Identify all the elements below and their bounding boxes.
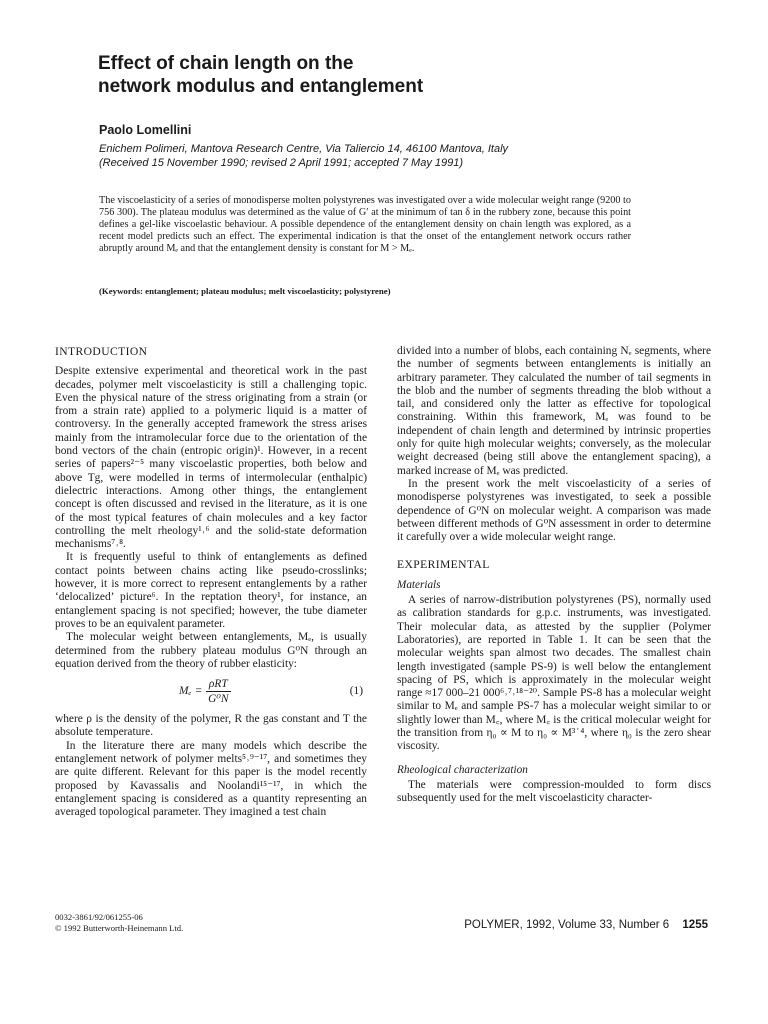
- right-column: [397, 345, 711, 806]
- equation-numerator: ρRT: [206, 678, 231, 692]
- journal-citation: POLYMER, 1992, Volume 33, Number 6: [464, 919, 670, 931]
- paragraph: where ρ is the density of the polymer, R the gas constant and T the absolute temperature.: [55, 713, 367, 739]
- left-column: [55, 345, 367, 820]
- section-spacer: [397, 754, 711, 764]
- equation-fraction: [206, 678, 231, 707]
- author-name: Paolo Lomellini: [99, 123, 192, 137]
- paragraph: The materials were compression-moulded to form discs subsequently used for the melt viscoelasticity character-: [397, 778, 711, 805]
- section-heading-experimental: EXPERIMENTAL: [397, 558, 490, 572]
- issn-code: 0032-3861/92/061255-06: [55, 912, 143, 922]
- title-line-2: network modulus and entanglement: [98, 76, 424, 97]
- footer-right: [464, 919, 708, 931]
- abstract: The viscoelasticity of a series of monodisperse molten polystyrenes was investigated over a wide molecular weight range (9200 to 756 300). The plateau modulus was determined as the value of G′ at the minimum of tan δ in the rubbery zone, because this point defines a gel-like viscoelastic behaviour. A possible dependence of the entanglement density on chain length was explored, as a recent model predicts such an effect. The experimental indication is that the onset of the entanglement network occurs rather abruptly around Mₑ and that the entanglement density is constant for M > Mₑ.: [99, 195, 631, 255]
- subsection-heading-materials: Materials: [397, 578, 441, 591]
- keywords: (Keywords: entanglement; plateau modulus; melt viscoelasticity; polystyrene): [99, 286, 391, 296]
- paragraph: The molecular weight between entanglements, Mₑ, is usually determined from the rubbery plateau modulus G⁰N through an equation derived from the theory of rubber elasticity:: [55, 631, 367, 670]
- equation-number: (1): [349, 685, 363, 698]
- paragraph: A series of narrow-distribution polystyrenes (PS), normally used as calibration standards for g.p.c. instruments, was investigated. Their molecular data, as attested by the supplier (Polymer Laboratories), are reported in Table 1. It can be seen that the molecular weights span almost two decades. The smallest chain length investigated (sample PS-9) is well below the entanglement spacing of PS, which is approximately in the molecular weight range ≈17 000–21 000⁶˒⁷˒¹⁸⁻²⁰. Sample PS-8 has a molecular weight similar to Mₑ and sample PS-7 has a molecular weight similar to or slightly lower than M꜀, where M꜀ is the critical molecular weight for the transition from η₀ ∝ M to η₀ ∝ M³˙⁴, where η₀ is the zero shear viscosity.: [397, 594, 711, 753]
- footer-left: [55, 912, 183, 934]
- paper-title: [98, 52, 618, 98]
- equation-denominator: G⁰N: [208, 692, 229, 705]
- title-line-1: Effect of chain length on the: [98, 53, 354, 74]
- subsection-heading-rheological: Rheological characterization: [397, 763, 528, 776]
- section-heading-introduction: INTRODUCTION: [55, 345, 148, 358]
- equation-equals: =: [195, 685, 202, 698]
- page-number: 1255: [682, 919, 708, 931]
- received-dates: (Received 15 November 1990; revised 2 April 1991; accepted 7 May 1991): [99, 156, 464, 169]
- paragraph: In the literature there are many models which describe the entanglement network of polymer melts⁵˒⁹⁻¹⁷, and sometimes they are quite different. Relevant for this paper is the model recently proposed by Kavassalis and Noolandi¹⁵⁻¹⁷, in which the entanglement spacing is considered as a quantity representing an averaged topological parameter. They imagined a test chain: [55, 739, 367, 819]
- copyright: © 1992 Butterworth-Heinemann Ltd.: [55, 923, 184, 933]
- equation-1: [55, 673, 367, 711]
- section-spacer: [397, 544, 711, 558]
- affiliation-block: [99, 143, 659, 170]
- equation-lhs: Mₑ: [179, 685, 192, 698]
- paragraph: Despite extensive experimental and theoretical work in the past decades, polymer melt viscoelasticity is still a challenging topic. Even the physical nature of the stress originating from a strain (or from a strain rate) applied to a polymeric liquid is a matter of controversy. In the generally accepted framework the stress arises mainly from the intramolecular force due to the orientation of the bond vectors of the chain (entropic origin)¹. However, in a recent series of papers²⁻⁵ many viscoelastic properties, both below and above Tg, were modelled in terms of intermolecular (enthalpic) dielectric interactions. Among other things, the entanglement concept is often discussed and revised in the literature, as it is one of the most typical features of chain molecules and a key factor controlling the melt rheology¹˒⁶ and the solid-state deformation mechanisms⁷˒⁸.: [55, 365, 367, 551]
- paragraph: divided into a number of blobs, each containing Nₑ segments, where the number of segments between entanglements is initially an arbitrary parameter. They calculated the number of tail segments in the blob and the number of segments threading the blob without a tail, and considered only the latter as effective for topological constraining. Within this framework, Mₑ was found to be independent of chain length and determined by intrinsic properties only for quite high molecular weights; conversely, as the molecular weight decreased (being still above the entanglement spacing), a marked increase of Mₑ was predicted.: [397, 345, 711, 477]
- affiliation-address: Enichem Polimeri, Mantova Research Centre, Via Taliercio 14, 46100 Mantova, Italy: [99, 143, 509, 155]
- paragraph: It is frequently useful to think of entanglements as defined contact points between chains acting like pseudo-crosslinks; however, it is more correct to represent entanglements by a rather ‘delocalized’ picture⁶. In the reptation theory¹, for instance, an entanglement spacing is not specified; however, the tube diameter proves to be an equivalent parameter.: [55, 551, 367, 630]
- paragraph: In the present work the melt viscoelasticity of a series of monodisperse polystyrenes was investigated, to seek a possible dependence of G⁰N on molecular weight. A comparison was made between different methods of G⁰N assessment in order to determine it carefully over a wide molecular weight range.: [397, 477, 711, 544]
